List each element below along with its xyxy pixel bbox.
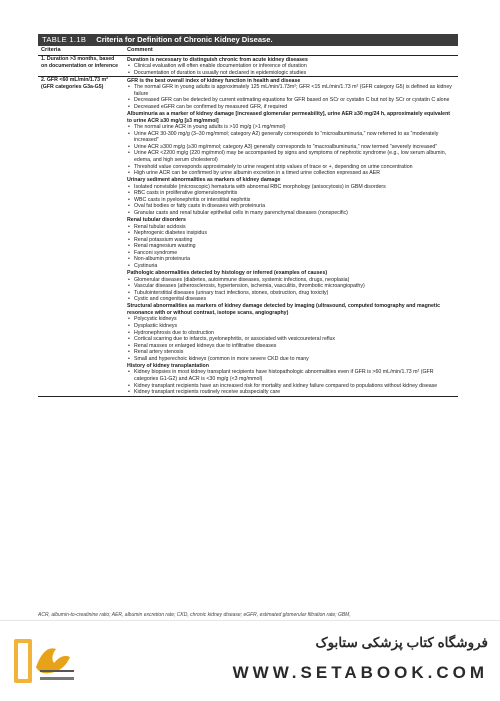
criteria-cell: 2. GFR <60 mL/min/1.73 m² (GFR categories G3a-G5) — [38, 77, 124, 396]
bullet-item: • Urine ACR ≥300 mg/g (≥30 mg/mmol; category A3) generally corresponds to “macroalbuminuria,” now termed “severely increased” — [127, 144, 456, 151]
publisher-banner — [0, 620, 500, 701]
section-heading: Renal tubular disorders — [127, 217, 186, 224]
bullet-item: • Kidney transplant recipients routinely receive subspecialty care — [127, 389, 456, 396]
criteria-cell: 1. Duration >3 months, based on documentation or inference — [38, 56, 124, 77]
bullet-item: • Renal artery stenosis — [127, 349, 456, 356]
bullet-list — [127, 84, 456, 110]
bullet-list — [127, 277, 456, 303]
table-title: Criteria for Definition of Chronic Kidney Disease. — [96, 35, 273, 44]
bullet-item: • Decreased eGFR can be confirmed by measured GFR, if required — [127, 104, 456, 111]
bullet-item: • Cystinuria — [127, 263, 456, 270]
criteria-table — [38, 46, 458, 397]
bullet-item: • Granular casts and renal tubular epithelial cells in many parenchymal diseases (nonspecific) — [127, 210, 456, 217]
section-heading: History of kidney transplantation — [127, 362, 209, 369]
bullet-item: • High urine ACR can be confirmed by urine albumin excretion in a timed urine collection expressed as AER — [127, 170, 456, 177]
bullet-item: • Vascular diseases (atherosclerosis, hypertension, ischemia, vasculitis, thrombotic microangiopathy) — [127, 283, 456, 290]
bullet-item: • The normal GFR in young adults is approximately 125 mL/min/1.73m²; GFR <15 mL/min/1.73 m² (GFR category G5) is defined as kidney failure — [127, 84, 456, 97]
bullet-item: • Small and hyperechoic kidneys (common in more severe CKD due to many — [127, 356, 456, 363]
bullet-list — [127, 316, 456, 362]
bullet-item: • Glomerular diseases (diabetes, autoimmune diseases, systemic infections, drugs, neoplasia) — [127, 277, 456, 284]
section-heading: Albuminuria as a marker of kidney damage [increased glomerular permeability], urine AER ≥30 mg/24 h, approximately equivalent to urine ACR ≥30 mg/g [≥3 mg/mmol] — [127, 111, 451, 124]
table-header-row — [38, 46, 458, 56]
bullet-item: • Renal tubular acidosis — [127, 224, 456, 231]
bullet-item: • Fanconi syndrome — [127, 250, 456, 257]
section-heading: Pathologic abnormalities detected by histology or inferred (examples of causes) — [127, 270, 328, 277]
section-heading: Structural abnormalities as markers of kidney damage detected by imaging (ultrasound, computed tomography and magnetic resonance with or without contrast, isotope scans, angiography) — [127, 303, 441, 316]
bullet-item: • Decreased GFR can be detected by current estimating equations for GFR based on SCr or cystatin C but not by SCr or cystatin C alone — [127, 97, 456, 104]
bullet-item: • Isolated nonvisible (microscopic) hematuria with abnormal RBC morphology (anisocytosis) in GBM disorders — [127, 184, 456, 191]
bullet-list — [127, 63, 456, 76]
bullet-item: • RBC casts in proliferative glomerulonephritis — [127, 190, 456, 197]
bullet-item: • Urine ACR <2200 mg/g (220 mg/mmol) may be accompanied by signs and symptoms of nephrotic syndrome (e.g., low serum albumin, edema, and high serum cholesterol) — [127, 150, 456, 163]
bullet-item: • Dysplastic kidneys — [127, 323, 456, 330]
bullet-list — [127, 124, 456, 176]
table-row — [38, 77, 458, 396]
table-footnote: ACR, albumin-to-creatinine ratio; AER, albumin excretion rate; CKD, chronic kidney disease; eGFR, estimated glomerular filtration rate; GBM, — [38, 612, 351, 618]
bullet-item: • Hydronephrosis due to obstruction — [127, 330, 456, 337]
section-heading: Duration is necessary to distinguish chronic from acute kidney diseases — [127, 56, 308, 63]
bullet-item: • Cortical scarring due to infarcts, pyelonephritis, or associated with vesicoureteral reflux — [127, 336, 456, 343]
table-number: TABLE 1.1B — [42, 35, 87, 44]
bullet-item: • Renal potassium wasting — [127, 237, 456, 244]
section-heading: GFR is the best overall index of kidney function in health and disease — [127, 77, 301, 84]
bullet-item: • Cystic and congenital diseases — [127, 296, 456, 303]
bullet-item: • Nephrogenic diabetes insipidus — [127, 230, 456, 237]
bullet-item: • Polycystic kidneys — [127, 316, 456, 323]
store-name: فروشگاه کتاب پزشکی ستابوک — [315, 635, 488, 650]
book-logo-icon — [10, 627, 80, 693]
table-title-bar — [38, 34, 458, 46]
bullet-item: • Documentation of duration is usually not declared in epidemiologic studies — [127, 70, 456, 77]
store-url[interactable]: WWW.SETABOOK.COM — [232, 663, 488, 682]
comment-cell — [124, 77, 458, 396]
bullet-item: • Non-albumin proteinuria — [127, 256, 456, 263]
bullet-item: • Renal masses or enlarged kidneys due to infiltrative diseases — [127, 343, 456, 350]
bullet-item: • WBC casts in pyelonephritis or interstitial nephritis — [127, 197, 456, 204]
bullet-item: • Threshold value corresponds approximately to urine reagent strip values of trace or +, depending on urine concentration — [127, 164, 456, 171]
bullet-item: • Kidney biopsies in most kidney transplant recipients have histopathologic abnormalities even if GFR is >60 mL/min/1.73 m² (GFR categories G1-G2) and ACR is <30 mg/g (<3 mg/mmol) — [127, 369, 456, 382]
section-heading: Urinary sediment abnormalities as markers of kidney damage — [127, 177, 281, 184]
comment-cell — [124, 56, 458, 77]
bullet-list — [127, 369, 456, 395]
bullet-item: • Oval fat bodies or fatty casts in diseases with proteinuria — [127, 203, 456, 210]
bullet-list — [127, 184, 456, 217]
column-header-comment: Comment — [124, 46, 458, 56]
document-page — [38, 34, 458, 612]
bullet-item: • The normal urine ACR in young adults is >10 mg/g (>1 mg/mmol) — [127, 124, 456, 131]
table-row — [38, 56, 458, 77]
column-header-criteria: Criteria — [38, 46, 124, 56]
bullet-item: • Renal magnesium wasting — [127, 243, 456, 250]
setabook-logo — [10, 627, 80, 693]
bullet-list — [127, 224, 456, 270]
bullet-item: • Urine ACR 30-300 mg/g (3–30 mg/mmol; category A2) generally corresponds to “microalbuminuria,” now referred to as “moderately increased” — [127, 131, 456, 144]
table-body — [38, 56, 458, 397]
bullet-item: • Clinical evaluation will often enable documentation or inference of duration — [127, 63, 456, 70]
bullet-item: • Kidney transplant recipients have an increased risk for mortality and kidney failure compared to populations without kidney disease — [127, 383, 456, 390]
bullet-item: • Tubulointerstitial diseases (urinary tract infections, stones, obstruction, drug toxicity) — [127, 290, 456, 297]
